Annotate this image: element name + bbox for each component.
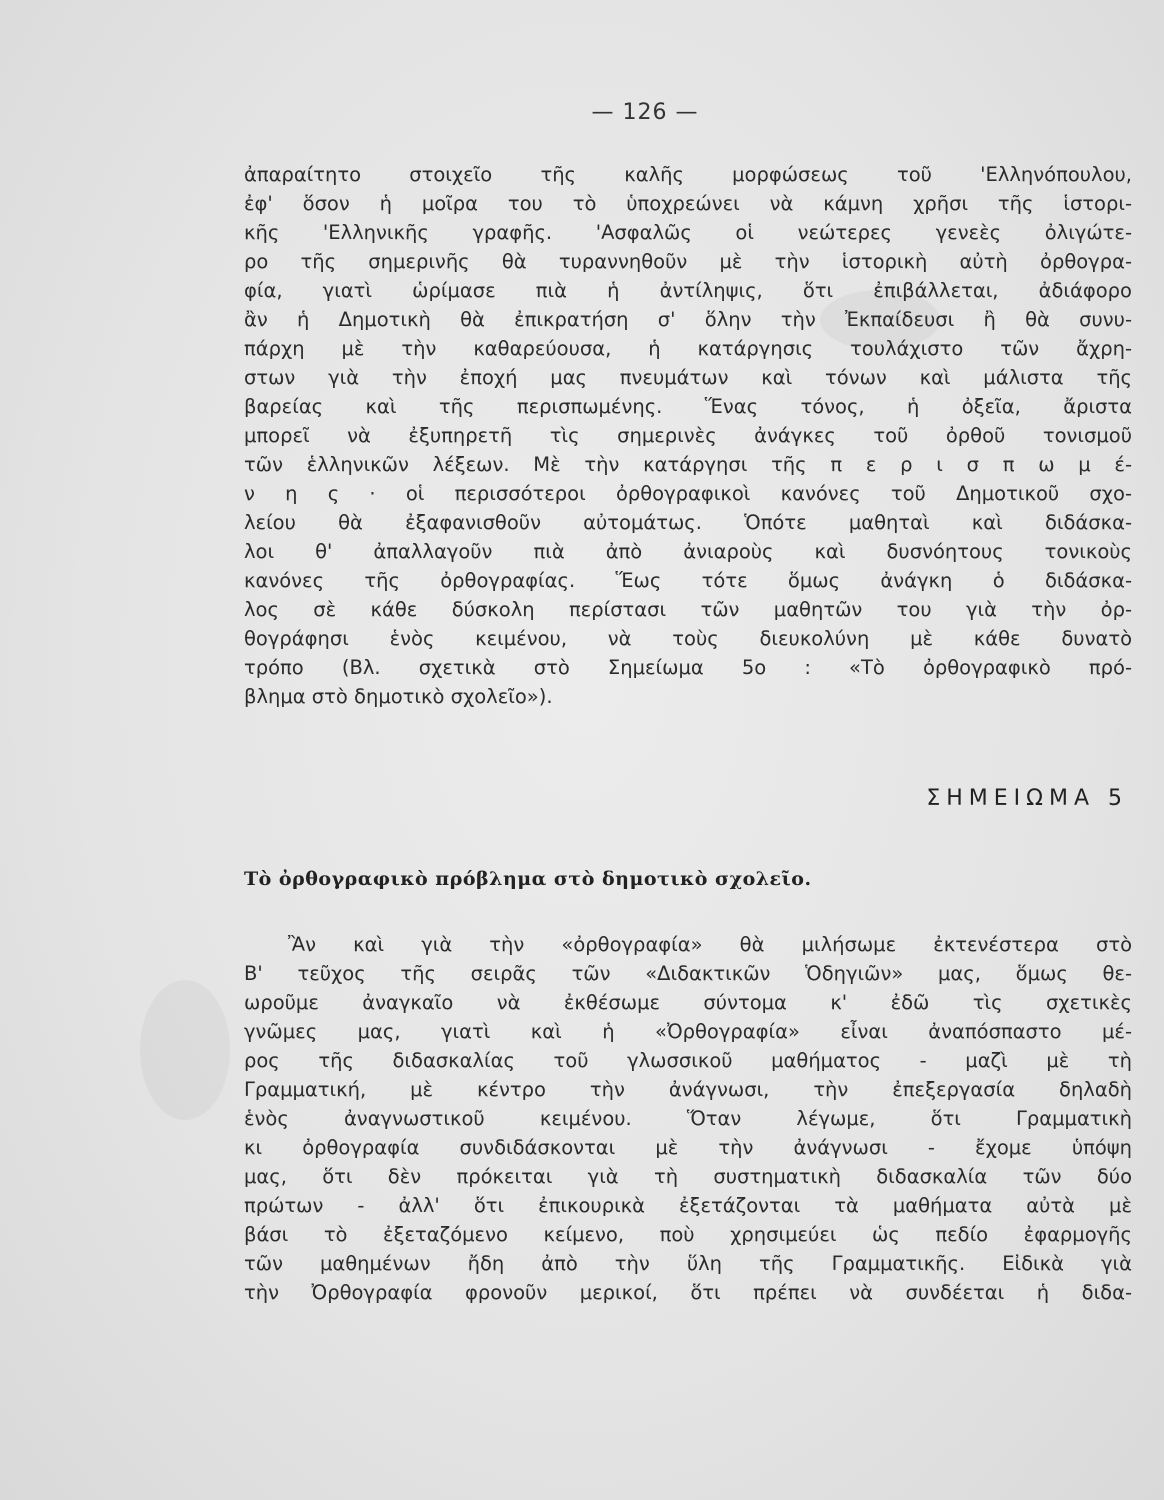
text-line: ἐφ' ὅσον ἡ μοῖρα του τὸ ὑποχρεώνει νὰ κάμνη χρῆσι τῆς ἱστορι- — [244, 192, 1132, 215]
text-line: τρόπο (Βλ. σχετικὰ στὸ Σημείωμα 5ο : «Τὸ ὀρθογραφικὸ πρό- — [244, 656, 1132, 679]
text-line: γνῶμες μας, γιατὶ καὶ ἡ «Ὀρθογραφία» εἶναι ἀναπόσπαστο μέ- — [244, 1020, 1132, 1043]
text-line: κανόνες τῆς ὀρθογραφίας. Ἕως τότε ὅμως ἀνάγκη ὁ διδάσκα- — [244, 569, 1132, 592]
note-subtitle: Τὸ ὀρθογραφικὸ πρόβλημα στὸ δημοτικὸ σχολεῖο. — [244, 868, 812, 890]
text-line: στων γιὰ τὴν ἐποχή μας πνευμάτων καὶ τόνων καὶ μάλιστα τῆς — [244, 366, 1132, 389]
text-line: βάσι τὸ ἐξεταζόμενο κείμενο, ποὺ χρησιμεύει ὡς πεδίο ἐφαρμογῆς — [244, 1223, 1132, 1246]
text-line: ἀπαραίτητο στοιχεῖο τῆς καλῆς μορφώσεως τοῦ 'Ελληνόπουλου, — [244, 163, 1132, 186]
text-line: μπορεῖ νὰ ἐξυπηρετῆ τὶς σημερινὲς ἀνάγκες τοῦ ὀρθοῦ τονισμοῦ — [244, 424, 1132, 447]
text-line: κι ὀρθογραφία συνδιδάσκονται μὲ τὴν ἀνάγνωσι - ἔχομε ὑπόψη — [244, 1136, 1132, 1159]
text-line: ρος τῆς διδασκαλίας τοῦ γλωσσικοῦ μαθήματος - μαζὶ μὲ τὴ — [244, 1049, 1132, 1072]
text-line: Ἂν καὶ γιὰ τὴν «ὀρθογραφία» θὰ μιλήσωμε ἐκτενέστερα στὸ — [288, 933, 1132, 956]
text-line: λοι θ' ἀπαλλαγοῦν πιὰ ἀπὸ ἀνιαροὺς καὶ δυσνόητους τονικοὺς — [244, 540, 1132, 563]
text-line: ωροῦμε ἀναγκαῖο νὰ ἐκθέσωμε σύντομα κ' ἐδῶ τὶς σχετικὲς — [244, 991, 1132, 1014]
page-number: — 126 — — [591, 100, 699, 125]
text-line: τῶν ἑλληνικῶν λέξεων. Μὲ τὴν κατάργησι τῆς π ε ρ ι σ π ω μ έ- — [244, 453, 1132, 476]
text-line: βλημα στὸ δημοτικὸ σχολεῖο»). — [244, 685, 553, 708]
text-line: ν η ς · οἱ περισσότεροι ὀρθογραφικοὶ κανόνες τοῦ Δημοτικοῦ σχο- — [244, 482, 1132, 505]
text-line: πρώτων - ἀλλ' ὅτι ἐπικουρικὰ ἐξετάζονται τὰ μαθήματα αὐτὰ μὲ — [244, 1194, 1132, 1217]
text-line: θογράφησι ἑνὸς κειμένου, νὰ τοὺς διευκολύνη μὲ κάθε δυνατὸ — [244, 627, 1132, 650]
text-line: μας, ὅτι δὲν πρόκειται γιὰ τὴ συστηματικὴ διδασκαλία τῶν δύο — [244, 1165, 1132, 1188]
note-heading: ΣΗΜΕΙΩΜΑ 5 — [926, 786, 1128, 811]
text-line: πάρχη μὲ τὴν καθαρεύουσα, ἡ κατάργησις τουλάχιστο τῶν ἄχρη- — [244, 337, 1132, 360]
text-line: τὴν Ὀρθογραφία φρονοῦν μερικοί, ὅτι πρέπει νὰ συνδέεται ἡ διδα- — [244, 1281, 1132, 1304]
text-line: κῆς 'Ελληνικῆς γραφῆς. 'Ασφαλῶς οἱ νεώτερες γενεὲς ὀλιγώτε- — [244, 221, 1132, 244]
text-line: φία, γιατὶ ὡρίμασε πιὰ ἡ ἀντίληψις, ὅτι ἐπιβάλλεται, ἀδιάφορο — [244, 279, 1132, 302]
text-line: τῶν μαθημένων ἤδη ἀπὸ τὴν ὕλη τῆς Γραμματικῆς. Εἰδικὰ γιὰ — [244, 1252, 1132, 1275]
paragraph-2 — [244, 930, 1132, 1307]
text-line: ἂν ἡ Δημοτικὴ θὰ ἐπικρατήση σ' ὅλην τὴν Ἐκπαίδευσι ἢ θὰ συνυ- — [244, 308, 1132, 331]
text-line: λος σὲ κάθε δύσκολη περίστασι τῶν μαθητῶν του γιὰ τὴν ὀρ- — [244, 598, 1132, 621]
text-line: ἑνὸς ἀναγνωστικοῦ κειμένου. Ὅταν λέγωμε, ὅτι Γραμματικὴ — [244, 1107, 1132, 1130]
text-line: λείου θὰ ἐξαφανισθοῦν αὐτομάτως. Ὁπότε μαθηταὶ καὶ διδάσκα- — [244, 511, 1132, 534]
paragraph-1 — [244, 160, 1132, 711]
paper-stain — [140, 980, 230, 1120]
text-line: βαρείας καὶ τῆς περισπωμένης. Ἕνας τόνος, ἡ ὀξεῖα, ἄριστα — [244, 395, 1132, 418]
text-line: ρο τῆς σημερινῆς θὰ τυραννηθοῦν μὲ τὴν ἱστορικὴ αὐτὴ ὀρθογρα- — [244, 250, 1132, 273]
text-line: Γραμματική, μὲ κέντρο τὴν ἀνάγνωσι, τὴν ἐπεξεργασία δηλαδὴ — [244, 1078, 1132, 1101]
text-line: Β' τεῦχος τῆς σειρᾶς τῶν «Διδακτικῶν Ὁδηγιῶν» μας, ὅμως θε- — [244, 962, 1132, 985]
